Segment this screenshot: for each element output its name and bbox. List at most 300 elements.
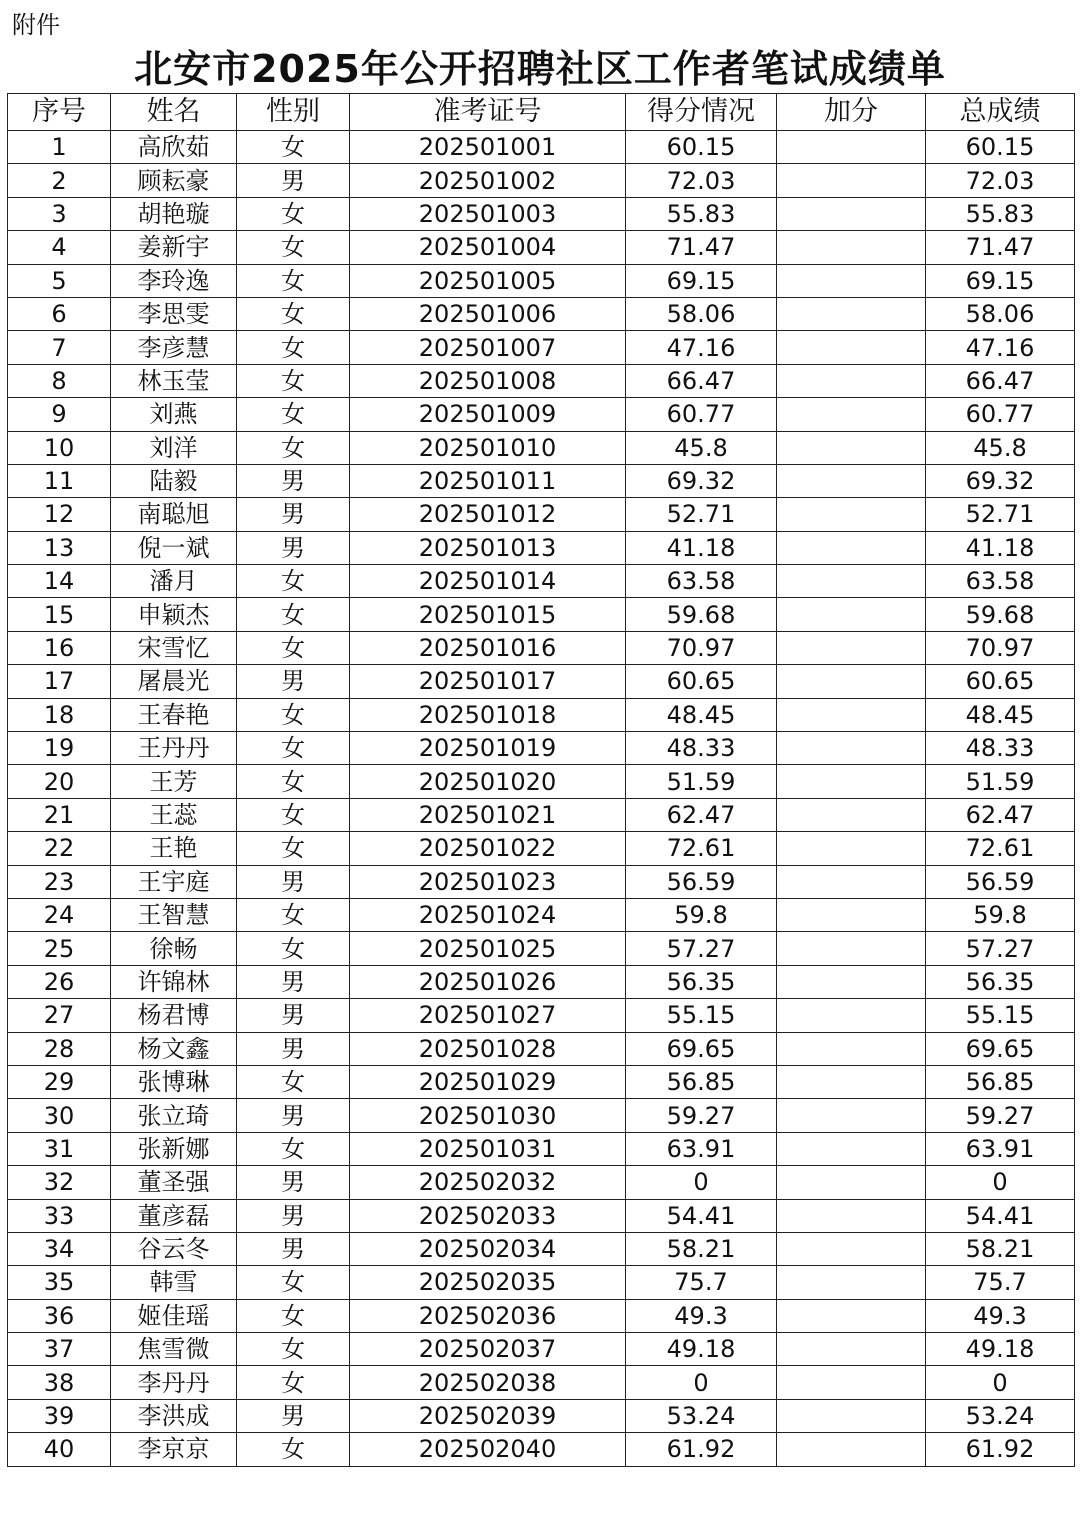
cell-gender: 女 <box>237 932 350 965</box>
cell-score: 58.21 <box>626 1232 777 1265</box>
header-bonus: 加分 <box>777 94 926 131</box>
cell-exam-id: 202501012 <box>350 498 626 531</box>
table-row <box>8 565 1075 598</box>
cell-seq: 15 <box>8 598 111 631</box>
table-row <box>8 631 1075 664</box>
cell-gender: 男 <box>237 464 350 497</box>
cell-bonus <box>777 1299 926 1332</box>
cell-seq: 17 <box>8 665 111 698</box>
cell-exam-id: 202501001 <box>350 131 626 164</box>
cell-bonus <box>777 464 926 497</box>
cell-exam-id: 202501030 <box>350 1099 626 1132</box>
cell-seq: 38 <box>8 1366 111 1399</box>
cell-score: 56.59 <box>626 865 777 898</box>
cell-gender: 女 <box>237 1266 350 1299</box>
cell-score: 45.8 <box>626 431 777 464</box>
cell-bonus <box>777 331 926 364</box>
cell-bonus <box>777 1099 926 1132</box>
cell-total: 59.8 <box>926 898 1075 931</box>
table-row <box>8 1132 1075 1165</box>
cell-name: 董彦磊 <box>111 1199 237 1232</box>
cell-bonus <box>777 832 926 865</box>
cell-total: 57.27 <box>926 932 1075 965</box>
cell-gender: 女 <box>237 131 350 164</box>
cell-total: 45.8 <box>926 431 1075 464</box>
cell-seq: 2 <box>8 164 111 197</box>
cell-score: 0 <box>626 1166 777 1199</box>
cell-bonus <box>777 498 926 531</box>
cell-exam-id: 202502032 <box>350 1166 626 1199</box>
table-row <box>8 398 1075 431</box>
cell-seq: 28 <box>8 1032 111 1065</box>
cell-score: 75.7 <box>626 1266 777 1299</box>
table-row <box>8 665 1075 698</box>
cell-name: 张立琦 <box>111 1099 237 1132</box>
cell-score: 53.24 <box>626 1399 777 1432</box>
cell-name: 倪一斌 <box>111 531 237 564</box>
cell-total: 69.65 <box>926 1032 1075 1065</box>
cell-name: 刘洋 <box>111 431 237 464</box>
cell-exam-id: 202501031 <box>350 1132 626 1165</box>
cell-bonus <box>777 1032 926 1065</box>
cell-name: 李玲逸 <box>111 264 237 297</box>
cell-seq: 18 <box>8 698 111 731</box>
cell-gender: 女 <box>237 631 350 664</box>
cell-name: 李京京 <box>111 1433 237 1466</box>
cell-score: 61.92 <box>626 1433 777 1466</box>
cell-seq: 27 <box>8 999 111 1032</box>
cell-gender: 男 <box>237 1199 350 1232</box>
cell-total: 58.06 <box>926 297 1075 330</box>
cell-gender: 女 <box>237 364 350 397</box>
cell-score: 63.58 <box>626 565 777 598</box>
cell-exam-id: 202502035 <box>350 1266 626 1299</box>
cell-exam-id: 202502034 <box>350 1232 626 1265</box>
cell-score: 58.06 <box>626 297 777 330</box>
cell-score: 62.47 <box>626 798 777 831</box>
cell-exam-id: 202502033 <box>350 1199 626 1232</box>
cell-gender: 女 <box>237 1433 350 1466</box>
cell-gender: 男 <box>237 965 350 998</box>
table-row <box>8 832 1075 865</box>
cell-name: 南聪旭 <box>111 498 237 531</box>
cell-bonus <box>777 698 926 731</box>
cell-seq: 40 <box>8 1433 111 1466</box>
cell-exam-id: 202502038 <box>350 1366 626 1399</box>
cell-total: 55.83 <box>926 197 1075 230</box>
cell-bonus <box>777 565 926 598</box>
cell-name: 陆毅 <box>111 464 237 497</box>
cell-name: 张博琳 <box>111 1065 237 1098</box>
cell-name: 徐畅 <box>111 932 237 965</box>
table-row <box>8 932 1075 965</box>
cell-name: 王丹丹 <box>111 732 237 765</box>
header-total: 总成绩 <box>926 94 1075 131</box>
cell-total: 58.21 <box>926 1232 1075 1265</box>
cell-total: 56.85 <box>926 1065 1075 1098</box>
cell-total: 55.15 <box>926 999 1075 1032</box>
cell-score: 70.97 <box>626 631 777 664</box>
cell-seq: 7 <box>8 331 111 364</box>
cell-seq: 5 <box>8 264 111 297</box>
cell-total: 66.47 <box>926 364 1075 397</box>
cell-exam-id: 202502037 <box>350 1333 626 1366</box>
cell-seq: 8 <box>8 364 111 397</box>
cell-name: 刘燕 <box>111 398 237 431</box>
attachment-label: 附件 <box>12 11 60 39</box>
cell-exam-id: 202502040 <box>350 1433 626 1466</box>
cell-name: 宋雪忆 <box>111 631 237 664</box>
cell-name: 李洪成 <box>111 1399 237 1432</box>
cell-name: 王智慧 <box>111 898 237 931</box>
cell-exam-id: 202501007 <box>350 331 626 364</box>
cell-gender: 男 <box>237 1166 350 1199</box>
table-row <box>8 1199 1075 1232</box>
table-row <box>8 1065 1075 1098</box>
cell-total: 53.24 <box>926 1399 1075 1432</box>
table-row <box>8 965 1075 998</box>
cell-total: 49.18 <box>926 1333 1075 1366</box>
cell-exam-id: 202501018 <box>350 698 626 731</box>
cell-name: 杨君博 <box>111 999 237 1032</box>
cell-gender: 男 <box>237 1232 350 1265</box>
cell-bonus <box>777 1065 926 1098</box>
cell-bonus <box>777 965 926 998</box>
cell-name: 顾耘豪 <box>111 164 237 197</box>
cell-name: 许锦林 <box>111 965 237 998</box>
cell-total: 72.61 <box>926 832 1075 865</box>
cell-score: 49.18 <box>626 1333 777 1366</box>
cell-bonus <box>777 798 926 831</box>
cell-seq: 6 <box>8 297 111 330</box>
cell-total: 51.59 <box>926 765 1075 798</box>
table-row <box>8 898 1075 931</box>
cell-score: 48.33 <box>626 732 777 765</box>
cell-bonus <box>777 1333 926 1366</box>
cell-exam-id: 202501028 <box>350 1032 626 1065</box>
header-gender: 性别 <box>237 94 350 131</box>
cell-gender: 男 <box>237 865 350 898</box>
cell-score: 69.65 <box>626 1032 777 1065</box>
cell-bonus <box>777 264 926 297</box>
cell-score: 56.35 <box>626 965 777 998</box>
cell-bonus <box>777 1266 926 1299</box>
cell-total: 56.35 <box>926 965 1075 998</box>
cell-seq: 30 <box>8 1099 111 1132</box>
cell-score: 54.41 <box>626 1199 777 1232</box>
cell-total: 60.15 <box>926 131 1075 164</box>
cell-seq: 39 <box>8 1399 111 1432</box>
cell-score: 66.47 <box>626 364 777 397</box>
cell-name: 胡艳璇 <box>111 197 237 230</box>
cell-total: 62.47 <box>926 798 1075 831</box>
cell-exam-id: 202501005 <box>350 264 626 297</box>
cell-gender: 女 <box>237 297 350 330</box>
cell-exam-id: 202501026 <box>350 965 626 998</box>
table-row <box>8 364 1075 397</box>
cell-seq: 33 <box>8 1199 111 1232</box>
cell-bonus <box>777 164 926 197</box>
table-row <box>8 464 1075 497</box>
cell-exam-id: 202501004 <box>350 231 626 264</box>
cell-name: 李彦慧 <box>111 331 237 364</box>
cell-bonus <box>777 1232 926 1265</box>
cell-score: 41.18 <box>626 531 777 564</box>
cell-gender: 男 <box>237 498 350 531</box>
cell-total: 47.16 <box>926 331 1075 364</box>
cell-bonus <box>777 297 926 330</box>
cell-exam-id: 202501002 <box>350 164 626 197</box>
cell-seq: 21 <box>8 798 111 831</box>
cell-total: 48.33 <box>926 732 1075 765</box>
table-row <box>8 1366 1075 1399</box>
cell-exam-id: 202501025 <box>350 932 626 965</box>
cell-gender: 女 <box>237 832 350 865</box>
table-row <box>8 1166 1075 1199</box>
cell-total: 48.45 <box>926 698 1075 731</box>
cell-bonus <box>777 1132 926 1165</box>
cell-bonus <box>777 665 926 698</box>
cell-exam-id: 202501019 <box>350 732 626 765</box>
table-row <box>8 598 1075 631</box>
cell-exam-id: 202502039 <box>350 1399 626 1432</box>
cell-seq: 37 <box>8 1333 111 1366</box>
document-title: 北安市2025年公开招聘社区工作者笔试成绩单 <box>134 47 946 91</box>
cell-gender: 女 <box>237 1299 350 1332</box>
cell-total: 63.91 <box>926 1132 1075 1165</box>
cell-name: 林玉莹 <box>111 364 237 397</box>
cell-gender: 女 <box>237 331 350 364</box>
cell-gender: 男 <box>237 665 350 698</box>
table-row <box>8 297 1075 330</box>
cell-name: 李思雯 <box>111 297 237 330</box>
cell-name: 谷云冬 <box>111 1232 237 1265</box>
cell-gender: 男 <box>237 1032 350 1065</box>
table-row <box>8 865 1075 898</box>
cell-seq: 4 <box>8 231 111 264</box>
table-row <box>8 798 1075 831</box>
cell-score: 69.15 <box>626 264 777 297</box>
cell-gender: 女 <box>237 565 350 598</box>
cell-exam-id: 202501003 <box>350 197 626 230</box>
cell-gender: 女 <box>237 698 350 731</box>
cell-bonus <box>777 364 926 397</box>
cell-gender: 女 <box>237 398 350 431</box>
cell-bonus <box>777 231 926 264</box>
cell-total: 72.03 <box>926 164 1075 197</box>
cell-total: 56.59 <box>926 865 1075 898</box>
cell-seq: 16 <box>8 631 111 664</box>
cell-gender: 女 <box>237 798 350 831</box>
header-seq: 序号 <box>8 94 111 131</box>
cell-gender: 女 <box>237 231 350 264</box>
cell-score: 55.15 <box>626 999 777 1032</box>
cell-total: 59.27 <box>926 1099 1075 1132</box>
cell-seq: 25 <box>8 932 111 965</box>
table-row <box>8 1032 1075 1065</box>
cell-total: 69.15 <box>926 264 1075 297</box>
cell-bonus <box>777 197 926 230</box>
table-row <box>8 732 1075 765</box>
table-row <box>8 431 1075 464</box>
cell-score: 60.15 <box>626 131 777 164</box>
cell-bonus <box>777 898 926 931</box>
cell-bonus <box>777 1433 926 1466</box>
cell-name: 姜新宇 <box>111 231 237 264</box>
cell-name: 王宇庭 <box>111 865 237 898</box>
cell-score: 55.83 <box>626 197 777 230</box>
table-row <box>8 1099 1075 1132</box>
cell-score: 47.16 <box>626 331 777 364</box>
cell-seq: 13 <box>8 531 111 564</box>
cell-score: 72.61 <box>626 832 777 865</box>
cell-score: 0 <box>626 1366 777 1399</box>
table-row <box>8 531 1075 564</box>
cell-exam-id: 202501013 <box>350 531 626 564</box>
cell-seq: 3 <box>8 197 111 230</box>
cell-gender: 女 <box>237 197 350 230</box>
cell-bonus <box>777 531 926 564</box>
cell-seq: 24 <box>8 898 111 931</box>
cell-total: 0 <box>926 1366 1075 1399</box>
cell-seq: 9 <box>8 398 111 431</box>
cell-bonus <box>777 431 926 464</box>
cell-exam-id: 202501022 <box>350 832 626 865</box>
table-row <box>8 765 1075 798</box>
cell-exam-id: 202501020 <box>350 765 626 798</box>
cell-score: 59.8 <box>626 898 777 931</box>
cell-score: 48.45 <box>626 698 777 731</box>
cell-exam-id: 202502036 <box>350 1299 626 1332</box>
cell-bonus <box>777 1199 926 1232</box>
cell-exam-id: 202501011 <box>350 464 626 497</box>
cell-bonus <box>777 1366 926 1399</box>
cell-name: 屠晨光 <box>111 665 237 698</box>
cell-seq: 36 <box>8 1299 111 1332</box>
cell-seq: 34 <box>8 1232 111 1265</box>
table-row <box>8 331 1075 364</box>
cell-total: 71.47 <box>926 231 1075 264</box>
cell-bonus <box>777 1399 926 1432</box>
header-exam-id: 准考证号 <box>350 94 626 131</box>
table-row <box>8 1232 1075 1265</box>
cell-name: 焦雪微 <box>111 1333 237 1366</box>
cell-gender: 女 <box>237 1366 350 1399</box>
table-row <box>8 999 1075 1032</box>
table-row <box>8 197 1075 230</box>
cell-name: 潘月 <box>111 565 237 598</box>
cell-gender: 女 <box>237 264 350 297</box>
cell-seq: 32 <box>8 1166 111 1199</box>
cell-gender: 女 <box>237 598 350 631</box>
cell-exam-id: 202501029 <box>350 1065 626 1098</box>
cell-score: 60.65 <box>626 665 777 698</box>
table-row <box>8 131 1075 164</box>
cell-total: 63.58 <box>926 565 1075 598</box>
table-row <box>8 1333 1075 1366</box>
cell-seq: 29 <box>8 1065 111 1098</box>
cell-seq: 20 <box>8 765 111 798</box>
cell-score: 60.77 <box>626 398 777 431</box>
cell-name: 李丹丹 <box>111 1366 237 1399</box>
cell-total: 0 <box>926 1166 1075 1199</box>
cell-bonus <box>777 765 926 798</box>
cell-bonus <box>777 865 926 898</box>
table-row <box>8 264 1075 297</box>
table-row <box>8 1266 1075 1299</box>
cell-name: 杨文鑫 <box>111 1032 237 1065</box>
cell-exam-id: 202501024 <box>350 898 626 931</box>
cell-exam-id: 202501015 <box>350 598 626 631</box>
cell-name: 高欣茹 <box>111 131 237 164</box>
cell-name: 韩雪 <box>111 1266 237 1299</box>
cell-exam-id: 202501009 <box>350 398 626 431</box>
cell-gender: 男 <box>237 1399 350 1432</box>
cell-total: 49.3 <box>926 1299 1075 1332</box>
cell-total: 75.7 <box>926 1266 1075 1299</box>
cell-name: 王蕊 <box>111 798 237 831</box>
cell-gender: 女 <box>237 1333 350 1366</box>
table-row <box>8 231 1075 264</box>
cell-gender: 女 <box>237 765 350 798</box>
cell-total: 41.18 <box>926 531 1075 564</box>
header-row <box>8 94 1075 131</box>
header-score: 得分情况 <box>626 94 777 131</box>
cell-total: 52.71 <box>926 498 1075 531</box>
cell-name: 王春艳 <box>111 698 237 731</box>
cell-seq: 23 <box>8 865 111 898</box>
cell-name: 董圣强 <box>111 1166 237 1199</box>
cell-score: 56.85 <box>626 1065 777 1098</box>
cell-gender: 男 <box>237 164 350 197</box>
cell-seq: 1 <box>8 131 111 164</box>
table-row <box>8 164 1075 197</box>
cell-exam-id: 202501021 <box>350 798 626 831</box>
cell-bonus <box>777 732 926 765</box>
table-row <box>8 1299 1075 1332</box>
cell-score: 71.47 <box>626 231 777 264</box>
cell-seq: 22 <box>8 832 111 865</box>
cell-name: 王艳 <box>111 832 237 865</box>
cell-seq: 14 <box>8 565 111 598</box>
cell-bonus <box>777 631 926 664</box>
cell-score: 49.3 <box>626 1299 777 1332</box>
cell-name: 姬佳瑶 <box>111 1299 237 1332</box>
cell-gender: 女 <box>237 898 350 931</box>
cell-gender: 男 <box>237 999 350 1032</box>
cell-seq: 31 <box>8 1132 111 1165</box>
table-row <box>8 1399 1075 1432</box>
cell-score: 51.59 <box>626 765 777 798</box>
cell-name: 申颖杰 <box>111 598 237 631</box>
cell-bonus <box>777 131 926 164</box>
cell-gender: 女 <box>237 1132 350 1165</box>
cell-seq: 26 <box>8 965 111 998</box>
score-table <box>7 93 1075 1467</box>
cell-bonus <box>777 398 926 431</box>
cell-bonus <box>777 999 926 1032</box>
cell-total: 54.41 <box>926 1199 1075 1232</box>
cell-total: 60.77 <box>926 398 1075 431</box>
cell-exam-id: 202501027 <box>350 999 626 1032</box>
cell-score: 59.68 <box>626 598 777 631</box>
cell-seq: 11 <box>8 464 111 497</box>
cell-score: 52.71 <box>626 498 777 531</box>
cell-seq: 12 <box>8 498 111 531</box>
cell-score: 63.91 <box>626 1132 777 1165</box>
cell-score: 72.03 <box>626 164 777 197</box>
cell-gender: 女 <box>237 1065 350 1098</box>
